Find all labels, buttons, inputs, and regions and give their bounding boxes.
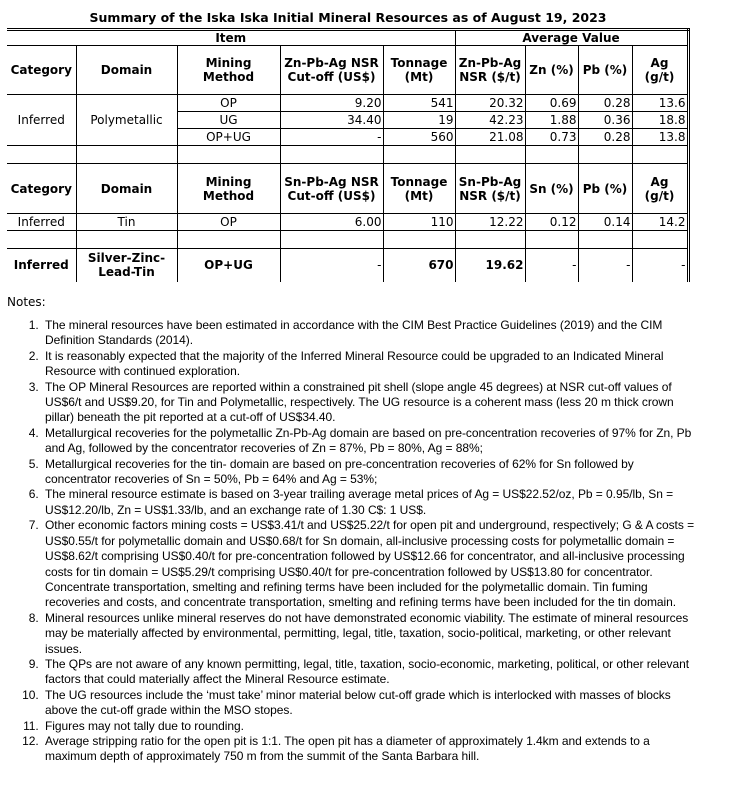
cell-tonnage: 670 (383, 249, 455, 282)
note-item: 11. Figures may not tally due to rounding. (42, 719, 700, 734)
note-item: 3. The OP Mineral Resources are reported within a constrained pit shell (slope angle 45 degrees) at NSR cut-off values of US$6/t and US$9.20, for Tin and Polymetallic, respectively. The UG resource is a coherent mass (less 20 m thick crown pillar) beneath the pit reported at a cut-off of US$34.40. (42, 380, 700, 426)
cell-grade-3: - (632, 249, 688, 282)
cell-tonnage: 110 (383, 214, 455, 231)
col-header-domain: Domain (76, 46, 177, 95)
cell-ag: 14.2 (632, 214, 688, 231)
note-item: 5. Metallurgical recoveries for the tin- domain are based on pre-concentration recoveries of 62% for Sn followed by concentrator recoveries of Sn = 50%, Pb = 64% and Ag = 53%; (42, 457, 700, 488)
col-header-category: Category (7, 164, 76, 214)
table-title: Summary of the Iska Iska Initial Mineral Resources as of August 19, 2023 (89, 10, 607, 25)
cell-category: Inferred (7, 249, 76, 282)
col-header-ag: Ag (g/t) (632, 46, 688, 95)
col-header-pb: Pb (%) (578, 46, 632, 95)
cell-zn: 0.73 (525, 129, 578, 146)
cell-ag: 13.6 (632, 95, 688, 112)
cell-sn: 0.12 (525, 214, 578, 231)
note-item: 12. Average stripping ratio for the open pit is 1:1. The open pit has a diameter of approximately 1.4km and extends to a maximum depth of approximately 750 m from the summit of the Santa Barbara hill. (42, 734, 700, 765)
cell-category: Inferred (7, 95, 76, 146)
note-item: 7. Other economic factors mining costs = US$3.41/t and US$25.22/t for open pit and underground, respectively; G & A costs = US$0.55/t for polymetallic domain and US$0.68/t for Sn domain, all-inclusive processing costs for polymetallic domain = US$8.62/t comprising US$0.40/t for pre-concentration followed by US$12.66 for concentrator, and all-inclusive processing costs for tin domain = US$5.29/t comprising US$0.40/t for pre-concentration followed by US$13.80 for concentrator. Concentrate transportation, smelting and refining terms have been included for the polymetallic domain. Tin fuming recoveries and costs, and concentrate transportation, smelting and refining terms have been included for the tin domain. (42, 518, 700, 610)
cell-nsr: 21.08 (455, 129, 525, 146)
cell-cutoff: 34.40 (280, 112, 383, 129)
cell-grade-1: - (525, 249, 578, 282)
cell-mining-method: OP+UG (177, 249, 280, 282)
group-header-item: Item (7, 30, 455, 46)
col-header-domain: Domain (76, 164, 177, 214)
cell-mining-method: UG (177, 112, 280, 129)
notes-list (0, 318, 700, 765)
table-row (7, 214, 688, 231)
cell-domain: Polymetallic (76, 95, 177, 146)
cell-pb: 0.14 (578, 214, 632, 231)
cell-cutoff: - (280, 129, 383, 146)
col-header-tonnage: Tonnage (Mt) (383, 46, 455, 95)
cell-tonnage: 19 (383, 112, 455, 129)
col-header-mining-method: Mining Method (177, 164, 280, 214)
group-header-average-value: Average Value (455, 30, 688, 46)
col-header-tonnage: Tonnage (Mt) (383, 164, 455, 214)
cell-ag: 18.8 (632, 112, 688, 129)
total-row (7, 249, 688, 282)
mineral-resources-table (7, 28, 690, 282)
cell-domain: Silver-Zinc-Lead-Tin (76, 249, 177, 282)
col-header-ag: Ag (g/t) (632, 164, 688, 214)
notes-label: Notes: (7, 295, 46, 309)
spacer-row (7, 146, 688, 164)
col-header-nsr: Zn-Pb-Ag NSR ($/t) (455, 46, 525, 95)
cell-pb: 0.28 (578, 129, 632, 146)
cell-mining-method: OP (177, 95, 280, 112)
col-header-sn: Sn (%) (525, 164, 578, 214)
col-header-cutoff: Zn-Pb-Ag NSR Cut-off (US$) (280, 46, 383, 95)
col-header-category: Category (7, 46, 76, 95)
note-item: 4. Metallurgical recoveries for the polymetallic Zn-Pb-Ag domain are based on pre-concentration recoveries of 97% for Zn, Pb and Ag, followed by the concentrator recoveries of Zn = 87%, Pb = 80%, Ag = 88%; (42, 426, 700, 457)
cell-cutoff: 9.20 (280, 95, 383, 112)
cell-tonnage: 541 (383, 95, 455, 112)
note-item: 2. It is reasonably expected that the majority of the Inferred Mineral Resource could be upgraded to an Indicated Mineral Resource with continued exploration. (42, 349, 700, 380)
col-header-nsr: Sn-Pb-Ag NSR ($/t) (455, 164, 525, 214)
col-header-pb: Pb (%) (578, 164, 632, 214)
cell-zn: 1.88 (525, 112, 578, 129)
cell-pb: 0.36 (578, 112, 632, 129)
note-item: 6. The mineral resource estimate is based on 3-year trailing average metal prices of Ag = US$22.52/oz, Pb = 0.95/lb, Sn = US$12.20/lb, Zn = US$1.33/lb, and an exchange rate of 1.30 C$: 1 US$. (42, 487, 700, 518)
cell-mining-method: OP+UG (177, 129, 280, 146)
col-header-zn: Zn (%) (525, 46, 578, 95)
col-header-mining-method: Mining Method (177, 46, 280, 95)
note-item: 9. The QPs are not aware of any known permitting, legal, title, taxation, socio-economic, marketing, political, or other relevant factors that could materially affect the Mineral Resource estimate. (42, 657, 700, 688)
cell-pb: 0.28 (578, 95, 632, 112)
note-item: 10. The UG resources include the ‘must take’ minor material below cut-off grade which is interlocked with masses of blocks above the cut-off grade within the MSO stopes. (42, 688, 700, 719)
cell-domain: Tin (76, 214, 177, 231)
cell-grade-2: - (578, 249, 632, 282)
table-row (7, 95, 688, 112)
cell-nsr: 12.22 (455, 214, 525, 231)
cell-category: Inferred (7, 214, 76, 231)
cell-nsr: 42.23 (455, 112, 525, 129)
col-header-cutoff: Sn-Pb-Ag NSR Cut-off (US$) (280, 164, 383, 214)
cell-nsr: 20.32 (455, 95, 525, 112)
cell-zn: 0.69 (525, 95, 578, 112)
note-item: 8. Mineral resources unlike mineral reserves do not have demonstrated economic viability. The estimate of mineral resources may be materially affected by environmental, permitting, legal, title, taxation, socio-political, marketing, or other relevant issues. (42, 611, 700, 657)
cell-cutoff: 6.00 (280, 214, 383, 231)
cell-tonnage: 560 (383, 129, 455, 146)
cell-mining-method: OP (177, 214, 280, 231)
cell-nsr: 19.62 (455, 249, 525, 282)
note-item: 1. The mineral resources have been estimated in accordance with the CIM Best Practice Guidelines (2019) and the CIM Definition Standards (2014). (42, 318, 700, 349)
spacer-row (7, 231, 688, 249)
cell-cutoff: - (280, 249, 383, 282)
cell-ag: 13.8 (632, 129, 688, 146)
